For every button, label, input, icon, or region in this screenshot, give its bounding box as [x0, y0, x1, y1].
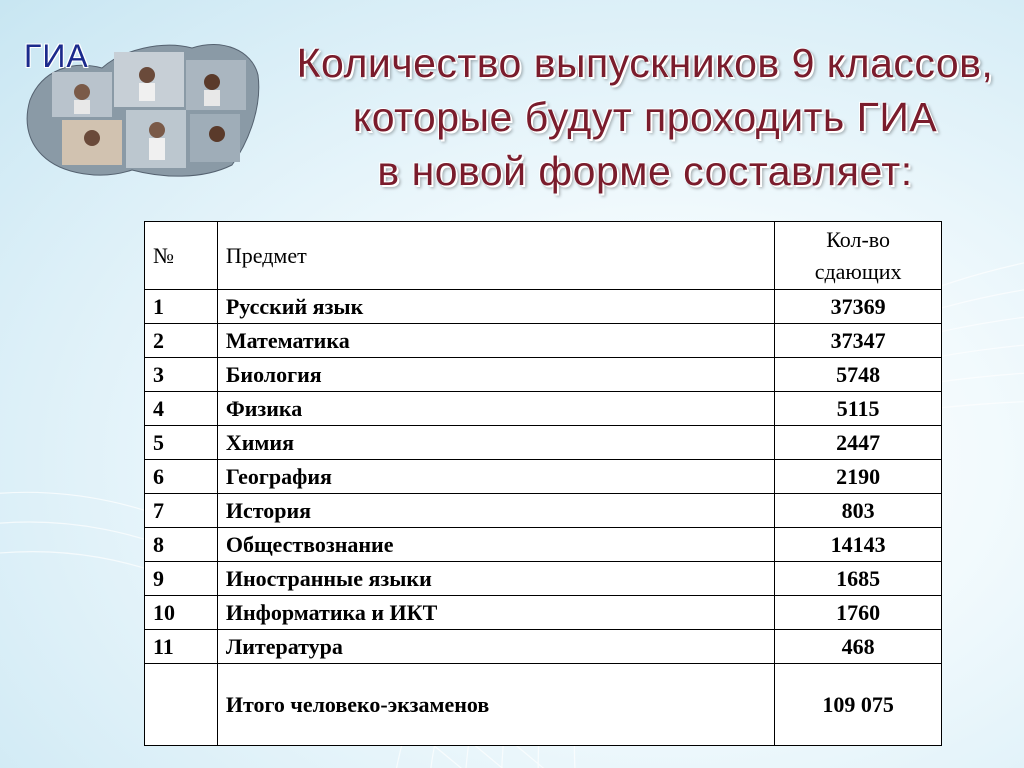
row-num: 4	[145, 392, 218, 426]
row-count: 5748	[775, 358, 942, 392]
table-row	[145, 324, 942, 358]
row-num: 3	[145, 358, 218, 392]
row-subject: История	[217, 494, 774, 528]
row-num: 1	[145, 290, 218, 324]
graduates-table	[144, 221, 942, 746]
header-count	[775, 222, 942, 290]
total-num-empty	[145, 664, 218, 746]
title-line-2: которые будут проходить ГИА	[352, 94, 938, 140]
row-num: 10	[145, 596, 218, 630]
total-count: 109 075	[775, 664, 942, 746]
row-num: 8	[145, 528, 218, 562]
row-count: 2190	[775, 460, 942, 494]
row-subject: Физика	[217, 392, 774, 426]
row-count: 1760	[775, 596, 942, 630]
row-num: 9	[145, 562, 218, 596]
row-count: 37347	[775, 324, 942, 358]
row-count: 803	[775, 494, 942, 528]
row-count: 2447	[775, 426, 942, 460]
row-count: 14143	[775, 528, 942, 562]
table-row	[145, 290, 942, 324]
row-subject: География	[217, 460, 774, 494]
row-count: 1685	[775, 562, 942, 596]
slide-title	[270, 36, 1020, 198]
header-num: №	[145, 222, 218, 290]
title-line-3: в новой форме составляет:	[377, 148, 913, 194]
row-subject: Русский язык	[217, 290, 774, 324]
row-num: 7	[145, 494, 218, 528]
row-subject: Обществознание	[217, 528, 774, 562]
row-subject: Иностранные языки	[217, 562, 774, 596]
row-num: 11	[145, 630, 218, 664]
title-line-1: Количество выпускников 9 классов,	[296, 40, 994, 86]
gia-logo	[22, 30, 262, 185]
header-subject: Предмет	[217, 222, 774, 290]
logo-label: ГИА	[24, 38, 89, 74]
row-count: 5115	[775, 392, 942, 426]
table-row	[145, 562, 942, 596]
table-row	[145, 596, 942, 630]
table-row	[145, 494, 942, 528]
table-row	[145, 528, 942, 562]
row-count: 468	[775, 630, 942, 664]
header-count-line1: Кол-во	[826, 226, 891, 252]
row-num: 2	[145, 324, 218, 358]
row-subject: Информатика и ИКТ	[217, 596, 774, 630]
row-subject: Химия	[217, 426, 774, 460]
row-subject: Математика	[217, 324, 774, 358]
table-total-row	[145, 664, 942, 746]
table-row	[145, 358, 942, 392]
total-label: Итого человеко-экзаменов	[217, 664, 774, 746]
row-num: 5	[145, 426, 218, 460]
header-count-line2: сдающих	[814, 258, 902, 284]
table-row	[145, 630, 942, 664]
table-row	[145, 460, 942, 494]
row-count: 37369	[775, 290, 942, 324]
row-subject: Биология	[217, 358, 774, 392]
row-subject: Литература	[217, 630, 774, 664]
table-row	[145, 392, 942, 426]
table-row	[145, 426, 942, 460]
row-num: 6	[145, 460, 218, 494]
table-header-row	[145, 222, 942, 290]
